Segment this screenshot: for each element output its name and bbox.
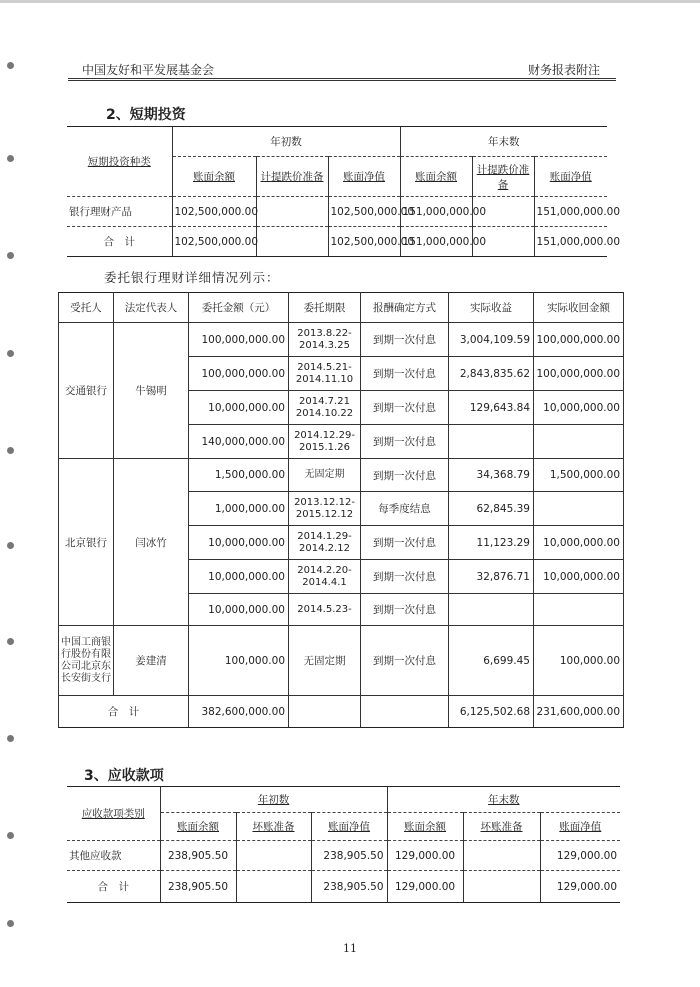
col-net: 账面净值: [311, 813, 387, 841]
section-title-short-term-investments: 2、短期投资: [106, 107, 186, 123]
table-row: 交通银行 牛锡明 100,000,000.00 2013.8.22-2014.3.25 到期一次付息 3,004,109.59 100,000,000.00: [59, 323, 624, 357]
table-row: 1,000,000.00 2013.12.12-2015.12.12 每季度结息 62,845.39: [59, 492, 624, 526]
col-book: 账面余额: [172, 157, 256, 197]
table-row: 140,000,000.00 2014.12.29-2015.1.26 到期一次付息: [59, 425, 624, 459]
header-amount: 委托金额（元）: [189, 293, 289, 323]
table-row: 银行理财产品 102,500,000.00 102,500,000.00 151,000,000.00 151,000,000.00: [67, 197, 607, 227]
bank-name: 交通银行: [59, 323, 114, 459]
table-row: 10,000,000.00 2014.2.20-2014.4.1 到期一次付息 32,876.71 10,000,000.00: [59, 560, 624, 594]
col-book: 账面余额: [160, 813, 236, 841]
bank-name: 北京银行: [59, 459, 114, 626]
col-net: 账面净值: [534, 157, 607, 197]
table-row: 中国工商银行股份有限公司北京东长安街支行 姜建清 100,000.00 无固定期 到期一次付息 6,699.45 100,000.00: [59, 626, 624, 696]
binder-hole: [7, 920, 14, 927]
table-row: 10,000,000.00 2014.1.29-2014.2.12 到期一次付息 11,123.29 10,000,000.00: [59, 526, 624, 560]
col-bad-debt: 坏账准备: [463, 813, 540, 841]
receivables-table: [67, 786, 620, 903]
table-row: 其他应收款 238,905.50 238,905.50 129,000.00 129,000.00: [67, 841, 620, 871]
binder-hole: [7, 447, 14, 454]
col-group-begin: 年初数: [160, 787, 387, 813]
header-doc: 财务报表附注: [528, 63, 601, 77]
col-net: 账面净值: [540, 813, 620, 841]
col-provision: 计提跌价准备: [472, 157, 534, 197]
header-term: 委托期限: [289, 293, 361, 323]
col-provision: 计提跌价准备: [256, 157, 328, 197]
bank-rep: 姜建清: [114, 626, 189, 696]
short-term-investment-table: [67, 126, 621, 257]
binder-hole: [7, 832, 14, 839]
table-row: 100,000,000.00 2014.5.21-2014.11.10 到期一次付息 2,843,835.62 100,000,000.00: [59, 357, 624, 391]
binder-hole: [7, 638, 14, 645]
binder-hole: [7, 155, 14, 162]
table-total-row: 合 计 238,905.50 238,905.50 129,000.00 129,000.00: [67, 871, 620, 903]
col-bad-debt: 坏账准备: [236, 813, 311, 841]
table-total-row: 合 计 382,600,000.00 6,125,502.68 231,600,000.00: [59, 696, 624, 728]
header-method: 报酬确定方式: [361, 293, 449, 323]
table-total-row: 合 计 102,500,000.00 102,500,000.00 151,000,000.00 151,000,000.00: [67, 227, 607, 257]
table-row: 10,000,000.00 2014.7.21 2014.10.22 到期一次付息 129,643.84 10,000,000.00: [59, 391, 624, 425]
row-header: 应收款项类别: [67, 787, 160, 841]
col-group-begin: 年初数: [172, 127, 400, 157]
header-org: 中国友好和平发展基金会: [82, 63, 215, 77]
bank-wealth-detail-table: [58, 292, 624, 728]
header-rule: [68, 78, 616, 79]
header-rule: [68, 80, 616, 81]
bank-name: 中国工商银行股份有限公司北京东长安街支行: [59, 626, 114, 696]
col-book: 账面余额: [387, 813, 463, 841]
binder-hole: [7, 350, 14, 357]
header-rep: 法定代表人: [114, 293, 189, 323]
table-row: 北京银行 闫冰竹 1,500,000.00 无固定期 到期一次付息 34,368.79 1,500,000.00: [59, 459, 624, 492]
header-income: 实际收益: [449, 293, 534, 323]
header-recovered: 实际收回金额: [534, 293, 624, 323]
page-number: 11: [343, 942, 357, 955]
col-group-end: 年末数: [400, 127, 607, 157]
row-header: 短期投资种类: [67, 127, 172, 197]
bank-rep: 牛锡明: [114, 323, 189, 459]
bank-rep: 闫冰竹: [114, 459, 189, 626]
col-group-end: 年末数: [387, 787, 620, 813]
col-book: 账面余额: [400, 157, 472, 197]
binder-hole: [7, 542, 14, 549]
scan-top-edge: [0, 0, 700, 3]
table-row: 10,000,000.00 2014.5.23- 到期一次付息: [59, 594, 624, 626]
detail-title: 委托银行理财详细情况列示：: [104, 270, 280, 285]
header-trustee: 受托人: [59, 293, 114, 323]
binder-hole: [7, 62, 14, 69]
binder-hole: [7, 735, 14, 742]
section-title-receivables: 3、应收款项: [84, 768, 164, 784]
binder-hole: [7, 252, 14, 259]
col-net: 账面净值: [328, 157, 400, 197]
